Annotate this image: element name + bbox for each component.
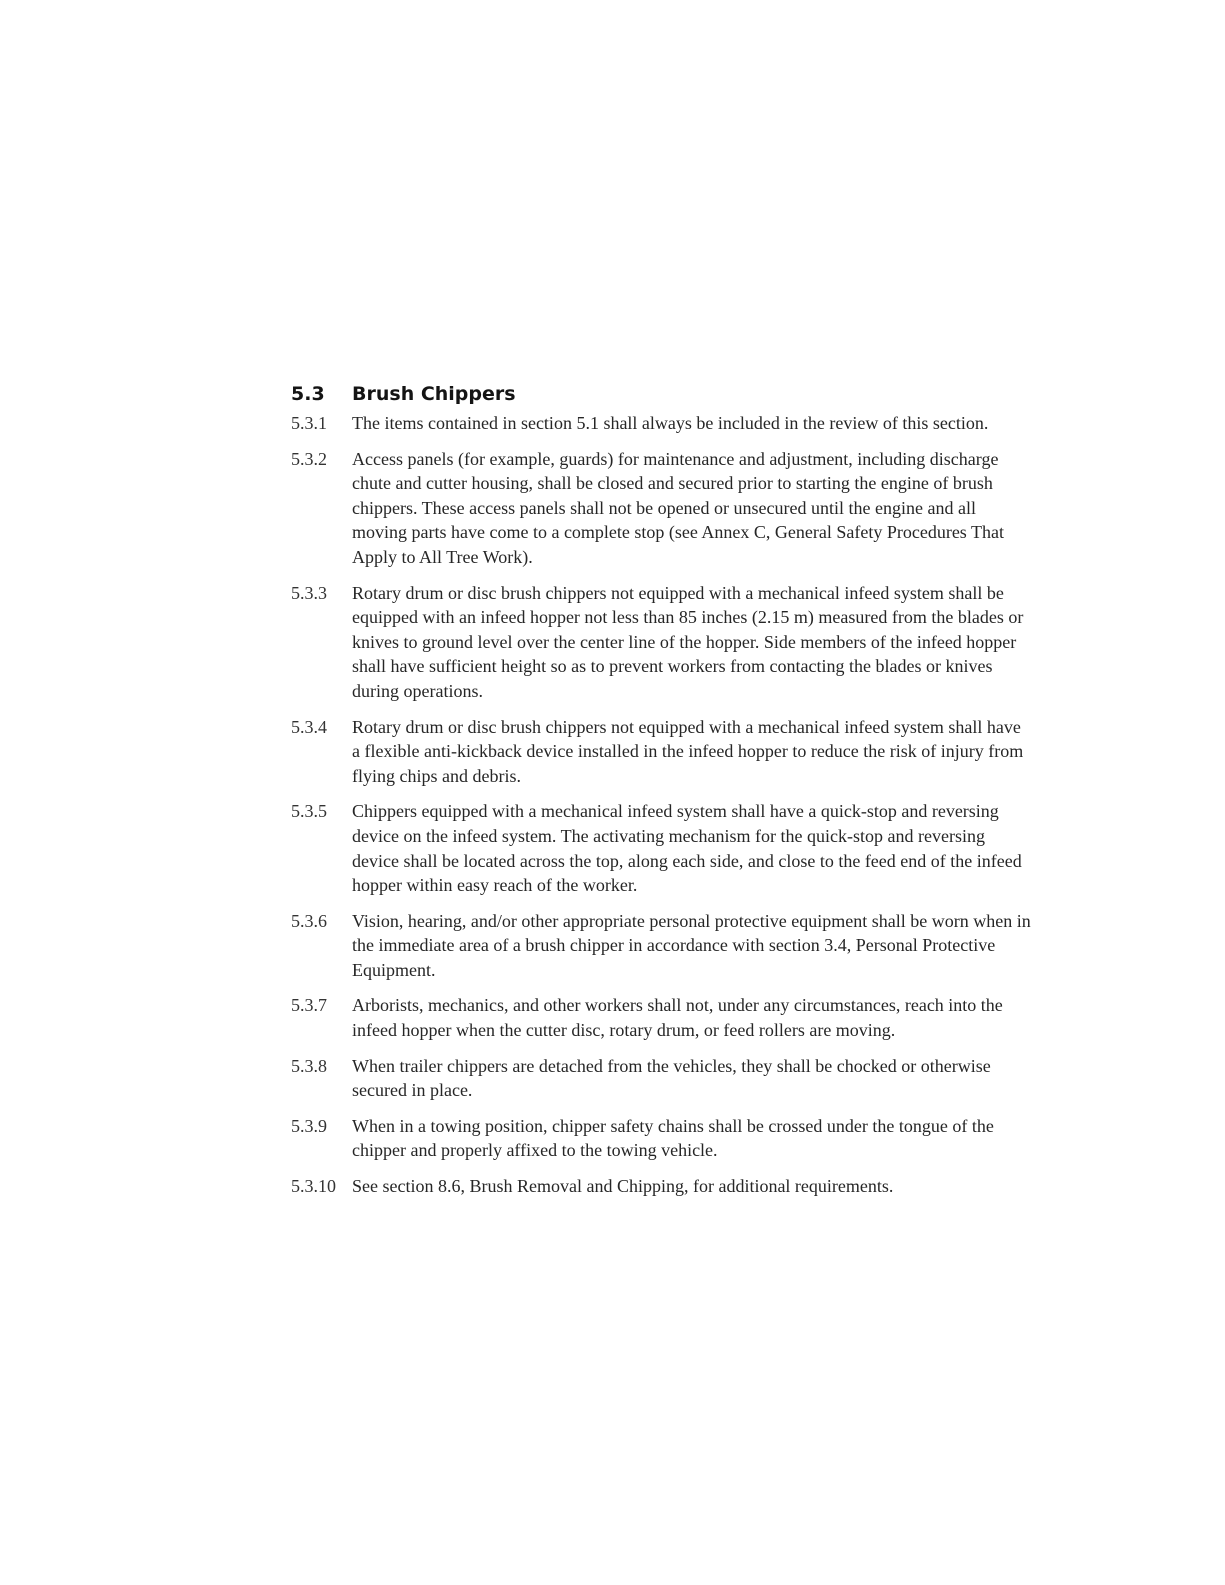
clause-text: When in a towing position, chipper safety chains shall be crossed under the tongue of the chipper and properly affixed to the towing vehicle. [352,1115,994,1161]
clause-5-3-1 [291,411,1031,436]
section-title: Brush Chippers [352,383,516,405]
clause-text: Arborists, mechanics, and other workers shall not, under any circumstances, reach into the infeed hopper when the cutter disc, rotary drum, or feed rollers are moving. [352,995,1003,1041]
clause-5-3-5 [291,799,1031,897]
clause-number: 5.3.2 [291,448,327,469]
clause-text: See section 8.6, Brush Removal and Chipping, for additional requirements. [352,1176,894,1197]
clause-5-3-3 [291,581,1031,704]
clause-5-3-8 [291,1054,1031,1103]
clause-5-3-10 [291,1174,1031,1199]
clause-number: 5.3.7 [291,995,327,1016]
section-number: 5.3 [291,383,325,405]
clause-5-3-4 [291,715,1031,789]
clause-5-3-9 [291,1114,1031,1163]
clause-text: Chippers equipped with a mechanical infeed system shall have a quick-stop and reversing device on the infeed system. The activating mechanism for the quick-stop and reversing device shall be located across the top, along each side, and close to the feed end of the infeed hopper within easy reach of the worker. [352,801,1022,896]
clause-number: 5.3.8 [291,1055,327,1076]
clause-text: When trailer chippers are detached from the vehicles, they shall be chocked or otherwise secured in place. [352,1055,991,1101]
clause-text: Vision, hearing, and/or other appropriate personal protective equipment shall be worn when in the immediate area of a brush chipper in accordance with section 3.4, Personal Protective Equipment. [352,910,1031,980]
clause-number: 5.3.9 [291,1115,327,1136]
clause-5-3-6 [291,909,1031,983]
clause-number: 5.3.6 [291,910,327,931]
clause-number: 5.3.3 [291,582,327,603]
clause-5-3-7 [291,993,1031,1042]
clause-5-3-2 [291,447,1031,570]
clause-text: Access panels (for example, guards) for maintenance and adjustment, including discharge chute and cutter housing, shall be closed and secured prior to starting the engine of brush chippers. These access panels shall not be opened or unsecured until the engine and all moving parts have come to a complete stop (see Annex C, General Safety Procedures That Apply to All Tree Work). [352,448,1004,567]
clause-text: Rotary drum or disc brush chippers not equipped with a mechanical infeed system shall be equipped with an infeed hopper not less than 85 inches (2.15 m) measured from the blades or knives to ground level over the center line of the hopper. Side members of the infeed hopper shall have sufficient height so as to prevent workers from contacting the blades or knives during operations. [352,582,1024,701]
section-heading [291,383,1031,411]
clause-text: The items contained in section 5.1 shall always be included in the review of this section. [352,413,989,433]
section-5-3 [291,383,1031,1210]
clause-number: 5.3.4 [291,716,327,737]
clause-text: Rotary drum or disc brush chippers not equipped with a mechanical infeed system shall have a flexible anti-kickback device installed in the infeed hopper to reduce the risk of injury from flying chips and debris. [352,716,1024,786]
clause-number: 5.3.1 [291,413,327,433]
clause-number: 5.3.5 [291,801,327,822]
clause-number: 5.3.10 [291,1176,336,1197]
